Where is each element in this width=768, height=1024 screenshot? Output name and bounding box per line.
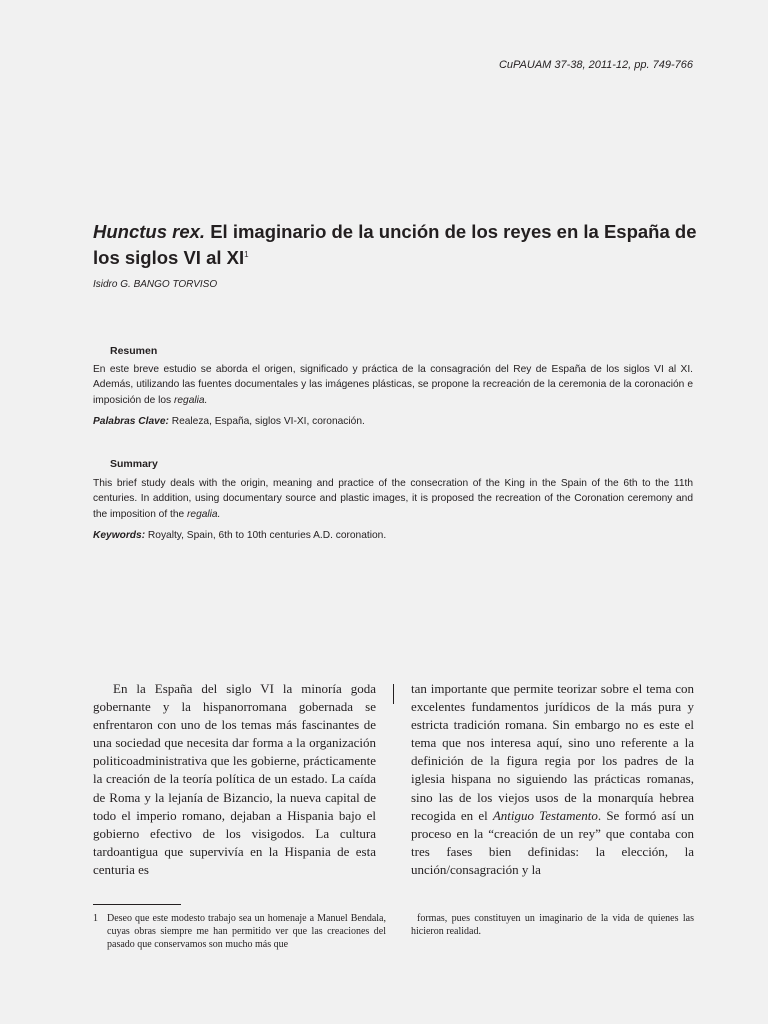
palabras-clave-values: Realeza, España, siglos VI-XI, coronación. (168, 416, 365, 427)
footnote-left-text: Deseo que este modesto trabajo sea un homenaje a Manuel Bendala, cuyas obras siempre me han permitido ver que las creaciones del pasado que conservamos son mucho más que (107, 913, 386, 951)
summary-italic: regalia. (187, 508, 221, 520)
summary-body: This brief study deals with the origin, meaning and practice of the consecration of the King in the Spain of the 6th to the 11th centuries. In addition, using documentary source and plastic images, it is proposed the recreation of the Coronation ceremony and the imposition of the (93, 478, 693, 520)
palabras-clave-label: Palabras Clave: (93, 416, 169, 427)
keywords-values: Royalty, Spain, 6th to 10th centuries A.D. coronation. (145, 530, 387, 541)
body-column-left: En la España del siglo VI la minoría goda gobernante y la hispanorromana gobernada se enfrentaron con uno de los temas más fascinantes de una sociedad que necesita dar forma a la organización politicoadministrativa que les gobierne, prácticamente la creación de la teoría política de un estado. La caída de Roma y la lejanía de Bizancio, la nueva capital de todo el imperio romano, dejaban a Hispania bajo el gobierno efectivo de los visigodos. La cultura tardoantigua que supervivía en la Hispania de esta centuria es (93, 681, 376, 877)
footnote-right-text: formas, pues constituyen un imaginario de la vida de quienes las hicieron realidad. (411, 913, 694, 938)
journal-reference: CuPAUAM 37-38, 2011-12, pp. 749-766 (498, 59, 693, 71)
footnote-rule (93, 904, 181, 905)
body-column-right (411, 680, 694, 879)
author-name: Isidro G. BANGO TORVISO (93, 279, 218, 290)
body-right-part-a: tan importante que permite teorizar sobre el tema con excelentes fundamentos jurídicos de la más pura y estricta tradición romana. Sin embargo no es este el tema que nos interesa aquí, sino uno referente a la definición de la figura regia por los padres de la iglesia hispana no siguiendo las prácticas romanas, sino las de los viejos usos de la monarquía hebrea recogida en el (411, 681, 694, 823)
summary-text (93, 476, 693, 522)
column-divider (393, 684, 394, 704)
title-footnote-mark: 1 (244, 250, 249, 259)
resumen-italic: regalia. (173, 394, 208, 406)
title-main: El imaginario de la unción de los reyes en la España de los siglos VI al XI (93, 221, 697, 269)
article-title (93, 220, 703, 269)
summary-heading: Summary (110, 458, 158, 470)
keywords-label: Keywords: (93, 530, 146, 541)
body-right-italic: Antiguo Testamento (492, 807, 598, 823)
resumen-text (93, 362, 693, 408)
palabras-clave (93, 414, 693, 429)
keywords (93, 528, 693, 543)
body-right-part-b: . Se formó así un proceso en la “creación de un rey” que contaba con tres fases bien definidas: la elección, la unción/consagración y la (411, 807, 694, 877)
resumen-body: En este breve estudio se aborda el origen, significado y práctica de la consagración del Rey de España de los siglos VI al XI. Además, utilizando las fuentes documentales y las imágenes plásticas, se propone la recreación de la ceremonia de la coronación e imposición de los (93, 364, 693, 406)
title-italic: Hunctus rex. (93, 221, 206, 242)
footnote-number: 1 (93, 913, 98, 924)
resumen-heading: Resumen (110, 345, 158, 357)
